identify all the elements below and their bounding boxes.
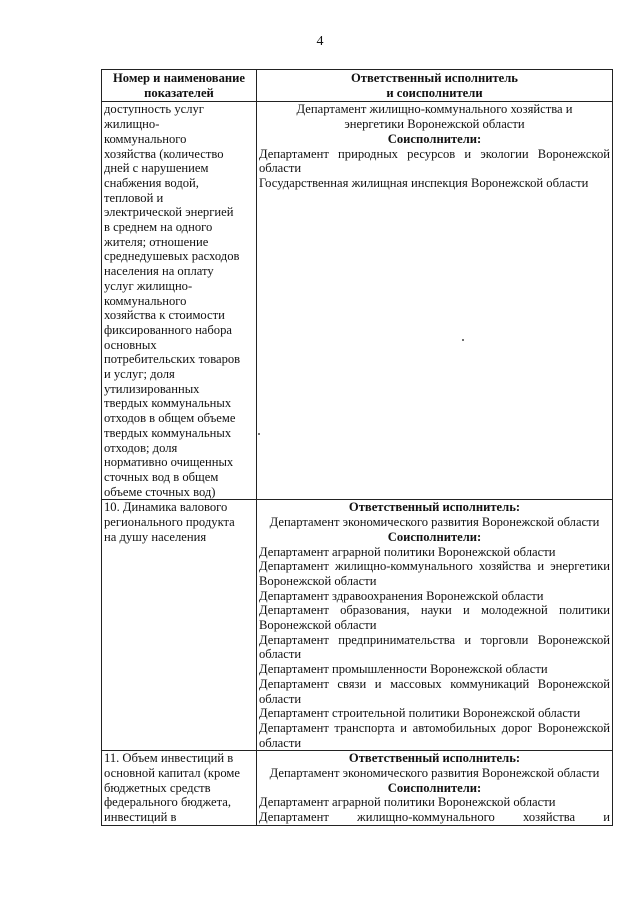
table-row xyxy=(102,500,613,751)
indicator-line: бюджетных средств xyxy=(104,780,211,795)
indicator-line: фиксированного набора xyxy=(104,322,232,337)
indicator-line: на душу населения xyxy=(104,529,207,544)
responsible-title: Ответственный исполнитель: xyxy=(348,751,521,766)
table-row xyxy=(102,751,613,826)
responsible-title: Ответственный исполнитель: xyxy=(348,500,521,515)
indicator-line: твердых коммунальных xyxy=(104,425,232,440)
indicator-line: основной капитал (кроме xyxy=(104,766,240,781)
header-indicator xyxy=(102,70,257,102)
indicator-line: доступность услуг xyxy=(104,102,204,117)
co-executor: Департамент жилищно-коммунального хозяйства и xyxy=(259,810,610,825)
table-header-row xyxy=(102,70,613,102)
indicator-line: инвестиций в xyxy=(104,810,177,825)
indicator-line: 11. Объем инвестиций в xyxy=(104,751,234,766)
table-row xyxy=(102,102,613,500)
indicator-line: отходов; доля xyxy=(104,440,178,455)
indicator-line: утилизированных xyxy=(104,381,200,396)
co-executor: Департамент предпринимательства и торговли Воронежской области xyxy=(259,632,610,662)
co-executor: Департамент промышленности Воронежской области xyxy=(259,662,548,677)
responsible-cell xyxy=(257,500,613,751)
header-indicator-line: Номер и наименование xyxy=(113,71,245,85)
indicator-line: твердых коммунальных xyxy=(104,396,232,411)
co-executor: Департамент природных ресурсов и экологии Воронежской области xyxy=(259,146,610,176)
indicator-line: жителя; отношение xyxy=(104,234,209,249)
indicator-line: отходов в общем объеме xyxy=(104,411,236,426)
co-executor: Департамент строительной политики Воронежской области xyxy=(259,706,581,721)
co-executor: Департамент связи и массовых коммуникаций Воронежской области xyxy=(259,676,610,706)
co-executor: Департамент аграрной политики Воронежской области xyxy=(259,795,556,810)
indicator-line: тепловой и xyxy=(104,190,164,205)
indicator-line: снабжения водой, xyxy=(104,175,199,190)
indicator-line: среднедушевых расходов xyxy=(104,249,240,264)
indicator-line: нормативно очищенных xyxy=(104,455,234,470)
indicator-line: сточных вод в общем xyxy=(104,469,219,484)
indicator-line: хозяйства (количество xyxy=(104,146,224,161)
responsible-executor: энергетики Воронежской области xyxy=(344,117,525,132)
scan-speck xyxy=(258,433,260,435)
header-indicator-line: показателей xyxy=(144,85,214,100)
indicator-cell xyxy=(102,500,257,751)
responsible-cell xyxy=(257,102,613,500)
indicator-line: основных xyxy=(104,337,157,352)
indicator-line: потребительских товаров xyxy=(104,352,241,367)
responsible-executor: Департамент экономического развития Воронежской области xyxy=(269,766,600,781)
scan-speck xyxy=(462,339,464,341)
indicator-line: услуг жилищно- xyxy=(104,278,193,293)
indicator-line: и услуг; доля xyxy=(104,367,175,382)
indicator-line: регионального продукта xyxy=(104,515,235,530)
indicator-line: населения на оплату xyxy=(104,264,214,279)
responsible-executor: Департамент экономического развития Воронежской области xyxy=(269,515,600,530)
indicator-line: в среднем на одного xyxy=(104,220,213,235)
co-executor: Департамент здравоохранения Воронежской области xyxy=(259,588,544,603)
responsibility-table xyxy=(101,69,613,826)
indicator-line: объеме сточных вод) xyxy=(104,484,216,499)
co-executors-title: Соисполнители: xyxy=(387,131,482,146)
co-executor: Государственная жилищная инспекция Воронежской области xyxy=(259,175,589,190)
indicator-line: дней с нарушением xyxy=(104,161,209,176)
responsible-executor: Департамент жилищно-коммунального хозяйства и xyxy=(296,102,573,117)
indicator-line: 10. Динамика валового xyxy=(104,500,228,515)
indicator-cell xyxy=(102,102,257,500)
indicator-line: жилищно- xyxy=(104,117,160,132)
header-responsible-line: Ответственный исполнитель xyxy=(351,71,518,85)
co-executors-title: Соисполнители: xyxy=(387,780,482,795)
indicator-line: федерального бюджета, xyxy=(104,795,232,810)
header-responsible-line: и соисполнители xyxy=(386,85,483,100)
co-executors-title: Соисполнители: xyxy=(387,529,482,544)
indicator-cell xyxy=(102,751,257,826)
header-responsible xyxy=(257,70,613,102)
co-executor: Департамент аграрной политики Воронежской области xyxy=(259,544,556,559)
indicator-line: электрической энергией xyxy=(104,205,234,220)
co-executor: Департамент транспорта и автомобильных дорог Воронежской области xyxy=(259,720,610,750)
responsible-cell xyxy=(257,751,613,826)
page-number: 4 xyxy=(316,34,324,49)
indicator-line: хозяйства к стоимости xyxy=(104,308,225,323)
co-executor: Департамент образования, науки и молодежной политики Воронежской области xyxy=(259,603,610,633)
indicator-line: коммунального xyxy=(104,131,187,146)
indicator-line: коммунального xyxy=(104,293,187,308)
co-executor: Департамент жилищно-коммунального хозяйства и энергетики Воронежской области xyxy=(259,559,610,588)
